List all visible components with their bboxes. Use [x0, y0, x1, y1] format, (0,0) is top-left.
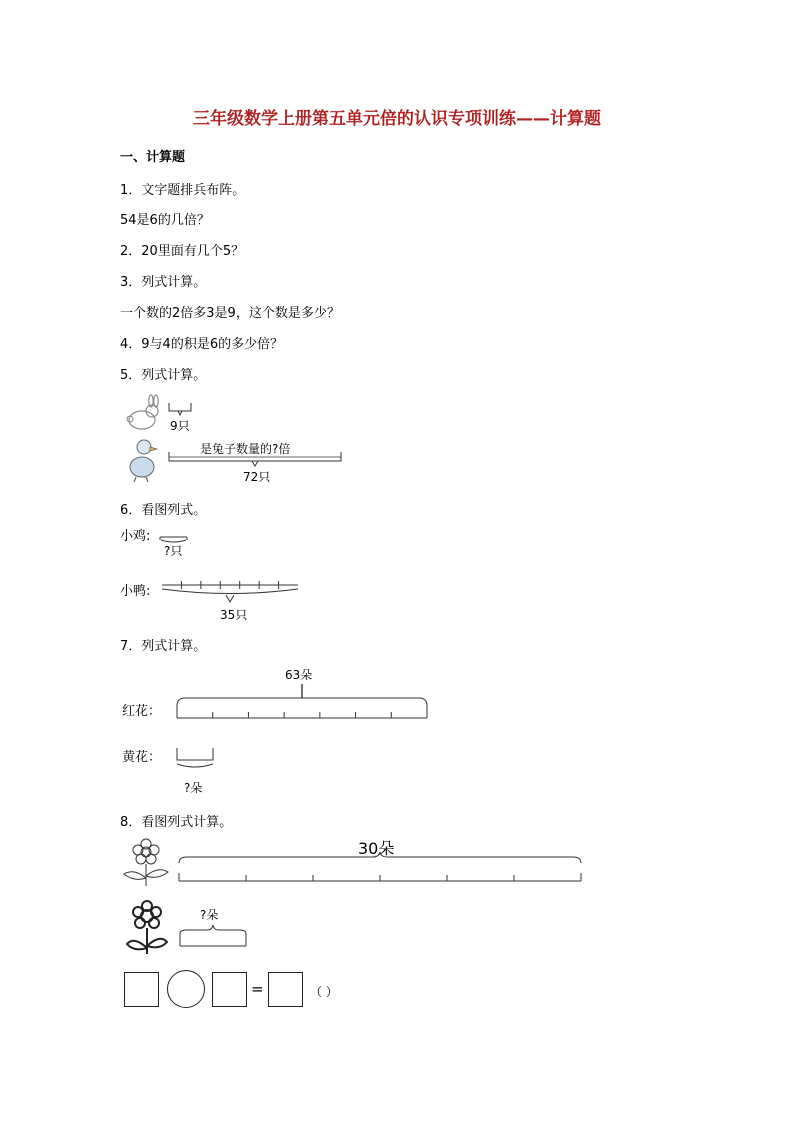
- question-8: 8．看图列式计算。: [120, 815, 233, 830]
- duck-icon: [124, 437, 160, 483]
- question-3-text: 一个数的2倍多3是9，这个数是多少？: [120, 306, 340, 321]
- question-6: 6．看图列式。: [120, 503, 207, 518]
- yellow-unknown: ?朵: [184, 781, 203, 795]
- question-3: 3．列式计算。: [120, 275, 207, 290]
- red-total: 63朵: [285, 668, 313, 682]
- answer-box-2[interactable]: [212, 972, 247, 1007]
- flower-part-brace: [178, 924, 248, 950]
- yellow-flower-bar: [175, 746, 217, 774]
- page-title: 三年级数学上册第五单元倍的认识专项训练——计算题: [193, 109, 601, 129]
- rabbit-icon: [122, 396, 162, 432]
- red-flower-label: 红花：: [122, 704, 162, 719]
- duckling-bar: [160, 580, 300, 606]
- section-heading: 一、计算题: [120, 150, 186, 165]
- unit-parentheses: （ ）: [310, 985, 338, 999]
- duck-total: 72只: [243, 470, 271, 484]
- equals-sign: =: [251, 980, 264, 998]
- chick-unknown: ?只: [164, 544, 183, 558]
- chick-label: 小鸡:: [120, 529, 151, 544]
- flower-outline-icon: [120, 838, 172, 888]
- question-7: 7．列式计算。: [120, 639, 207, 654]
- answer-box-1[interactable]: [124, 972, 159, 1007]
- question-4: 4．9与4的积是6的多少倍？: [120, 337, 284, 352]
- duck-note: 是兔子数量的?倍: [200, 442, 291, 456]
- duckling-label: 小鸭:: [120, 584, 151, 599]
- red-flower-bar: [175, 684, 429, 720]
- answer-box-3[interactable]: [268, 972, 303, 1007]
- question-1-text: 54是6的几倍？: [120, 213, 210, 228]
- question-1: 1．文字题排兵布阵。: [120, 183, 246, 198]
- rabbit-count: 9只: [170, 419, 190, 433]
- flower-filled-icon: [124, 900, 170, 956]
- question-5: 5．列式计算。: [120, 368, 207, 383]
- rabbit-brace: [168, 403, 192, 417]
- flower-total: 30朵: [358, 839, 395, 858]
- question-2: 2．20里面有几个5？: [120, 244, 245, 259]
- flower-total-bar: [177, 855, 583, 885]
- operator-circle[interactable]: [167, 970, 205, 1008]
- yellow-flower-label: 黄花：: [122, 750, 162, 765]
- flower-unknown: ?朵: [200, 908, 219, 922]
- duckling-total: 35只: [220, 608, 248, 622]
